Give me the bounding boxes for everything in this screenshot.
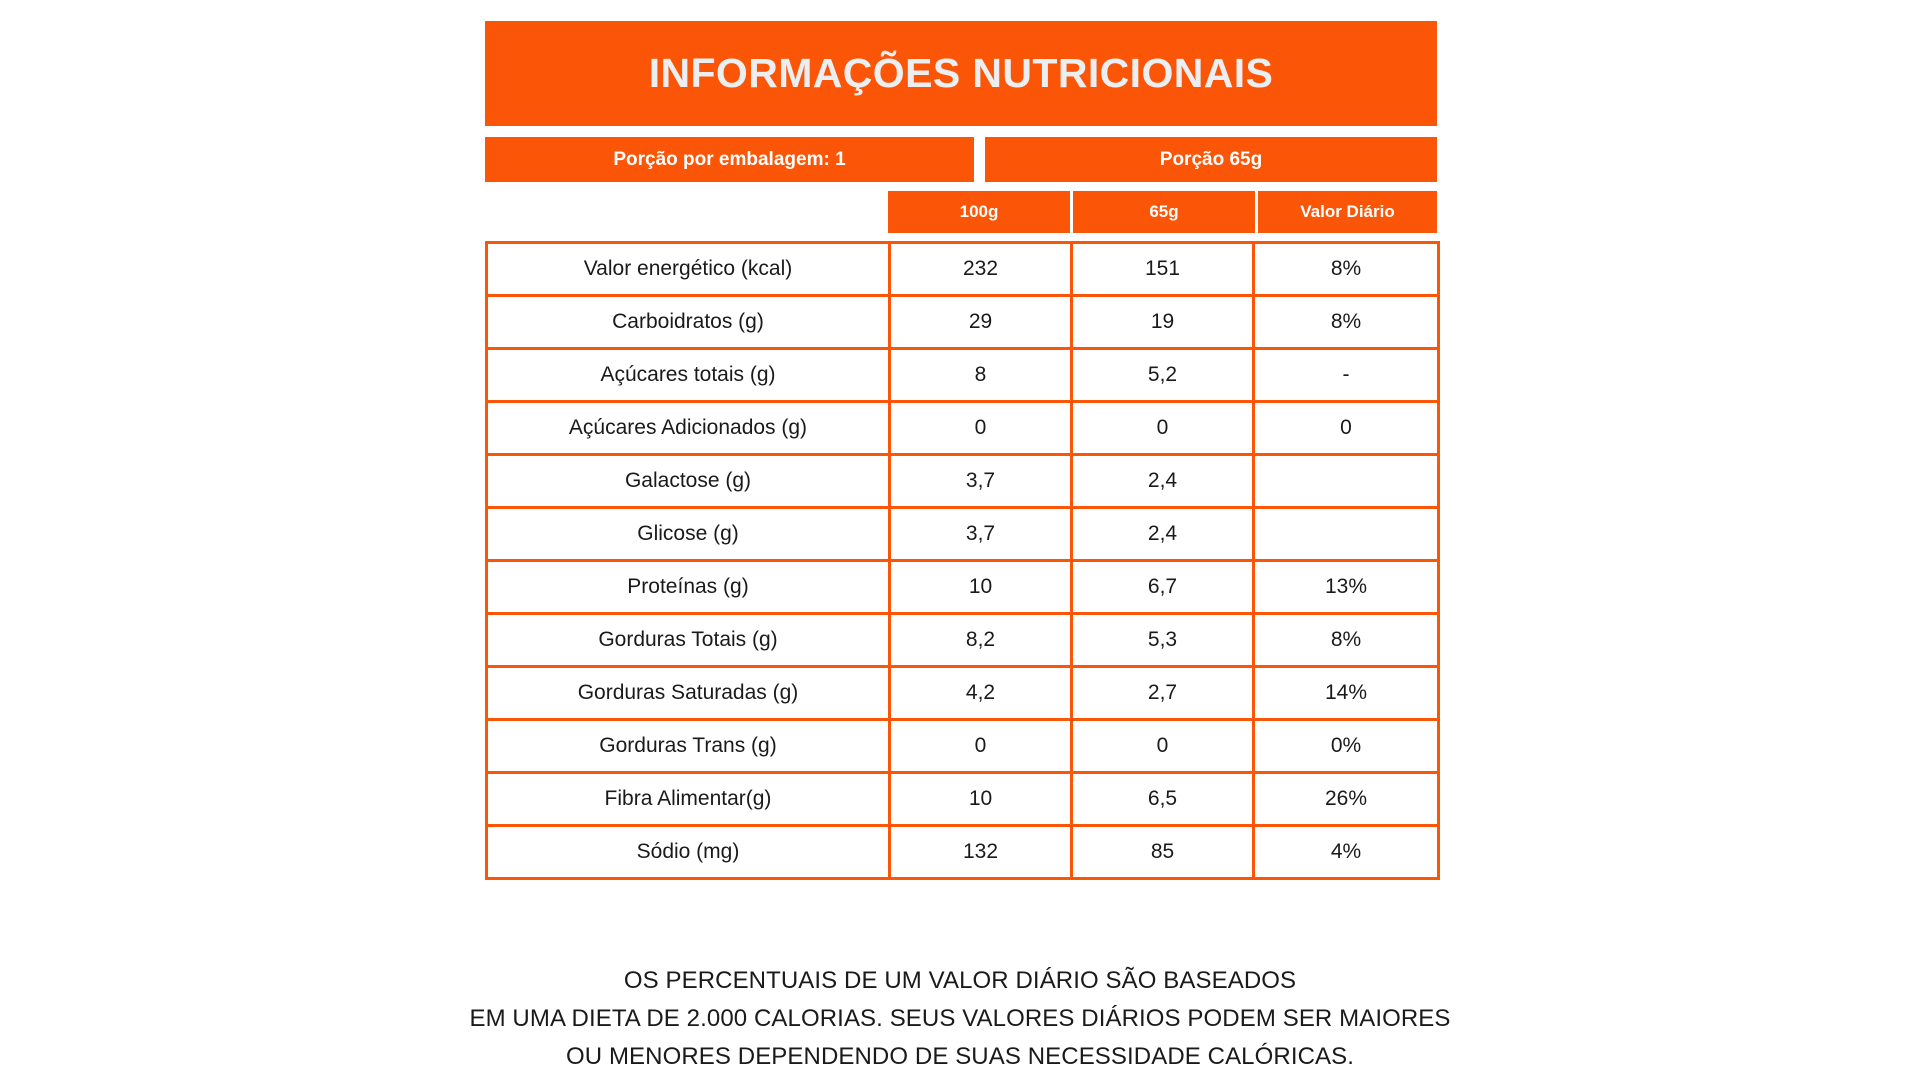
footnote-line-3: OU MENORES DEPENDENDO DE SUAS NECESSIDADE CALÓRICAS. xyxy=(565,1043,1355,1070)
daily-value-cell: 14% xyxy=(1254,667,1439,720)
footnote-line-2: EM UMA DIETA DE 2.000 CALORIAS. SEUS VALORES DIÁRIOS PODEM SER MAIORES xyxy=(469,1005,1451,1032)
daily-value-cell: 26% xyxy=(1254,773,1439,826)
column-header-65g: 65g xyxy=(1073,191,1255,233)
value-65g-cell: 6,5 xyxy=(1072,773,1254,826)
value-65g-cell: 85 xyxy=(1072,826,1254,879)
value-65g-cell: 2,4 xyxy=(1072,508,1254,561)
value-65g-cell: 5,2 xyxy=(1072,349,1254,402)
daily-value-cell: 8% xyxy=(1254,296,1439,349)
daily-value-cell xyxy=(1254,508,1439,561)
value-65g-cell: 19 xyxy=(1072,296,1254,349)
nutrient-name-cell: Fibra Alimentar(g) xyxy=(487,773,890,826)
value-65g-cell: 0 xyxy=(1072,402,1254,455)
daily-value-cell: 4% xyxy=(1254,826,1439,879)
daily-value-cell: 13% xyxy=(1254,561,1439,614)
nutrient-name-cell: Proteínas (g) xyxy=(487,561,890,614)
value-100g-cell: 3,7 xyxy=(890,455,1072,508)
nutrient-name-cell: Glicose (g) xyxy=(487,508,890,561)
table-row xyxy=(487,614,1439,667)
daily-value-cell: 0% xyxy=(1254,720,1439,773)
footnote-line-1: OS PERCENTUAIS DE UM VALOR DIÁRIO SÃO BASEADOS xyxy=(623,967,1297,994)
value-65g-cell: 5,3 xyxy=(1072,614,1254,667)
value-65g-cell: 6,7 xyxy=(1072,561,1254,614)
daily-value-cell xyxy=(1254,455,1439,508)
serving-info-row xyxy=(485,137,1437,182)
table-row xyxy=(487,349,1439,402)
nutrient-name-cell: Galactose (g) xyxy=(487,455,890,508)
nutrition-facts-table xyxy=(485,241,1440,880)
table-row xyxy=(487,773,1439,826)
nutrition-table-body xyxy=(487,243,1439,879)
value-100g-cell: 4,2 xyxy=(890,667,1072,720)
daily-value-cell: 8% xyxy=(1254,614,1439,667)
value-100g-cell: 132 xyxy=(890,826,1072,879)
value-65g-cell: 0 xyxy=(1072,720,1254,773)
table-row xyxy=(487,826,1439,879)
page-title: INFORMAÇÕES NUTRICIONAIS xyxy=(648,50,1274,96)
nutrient-name-cell: Carboidratos (g) xyxy=(487,296,890,349)
daily-value-cell: - xyxy=(1254,349,1439,402)
value-65g-cell: 151 xyxy=(1072,243,1254,296)
daily-value-cell: 0 xyxy=(1254,402,1439,455)
value-100g-cell: 10 xyxy=(890,773,1072,826)
daily-value-cell: 8% xyxy=(1254,243,1439,296)
daily-value-footnote xyxy=(0,962,1920,1076)
nutrient-name-cell: Valor energético (kcal) xyxy=(487,243,890,296)
table-row xyxy=(487,455,1439,508)
value-100g-cell: 3,7 xyxy=(890,508,1072,561)
value-100g-cell: 10 xyxy=(890,561,1072,614)
nutrient-name-cell: Gorduras Saturadas (g) xyxy=(487,667,890,720)
nutrient-name-cell: Gorduras Trans (g) xyxy=(487,720,890,773)
nutrient-name-cell: Açúcares totais (g) xyxy=(487,349,890,402)
column-header-100g: 100g xyxy=(888,191,1070,233)
value-100g-cell: 29 xyxy=(890,296,1072,349)
table-row xyxy=(487,667,1439,720)
value-100g-cell: 0 xyxy=(890,402,1072,455)
table-row xyxy=(487,296,1439,349)
table-row xyxy=(487,508,1439,561)
value-100g-cell: 232 xyxy=(890,243,1072,296)
value-100g-cell: 8 xyxy=(890,349,1072,402)
nutrient-name-cell: Gorduras Totais (g) xyxy=(487,614,890,667)
table-row xyxy=(487,402,1439,455)
column-header-daily-value: Valor Diário xyxy=(1258,191,1437,233)
column-headers-row xyxy=(485,191,1437,233)
value-100g-cell: 8,2 xyxy=(890,614,1072,667)
nutrient-name-cell: Sódio (mg) xyxy=(487,826,890,879)
table-row xyxy=(487,561,1439,614)
serving-size: Porção 65g xyxy=(985,137,1437,182)
value-65g-cell: 2,7 xyxy=(1072,667,1254,720)
nutrient-name-cell: Açúcares Adicionados (g) xyxy=(487,402,890,455)
table-row xyxy=(487,720,1439,773)
servings-per-package: Porção por embalagem: 1 xyxy=(485,137,974,182)
table-row xyxy=(487,243,1439,296)
value-100g-cell: 0 xyxy=(890,720,1072,773)
label-title-banner xyxy=(485,21,1437,126)
value-65g-cell: 2,4 xyxy=(1072,455,1254,508)
nutrition-label xyxy=(485,21,1437,880)
column-header-spacer xyxy=(485,191,888,233)
